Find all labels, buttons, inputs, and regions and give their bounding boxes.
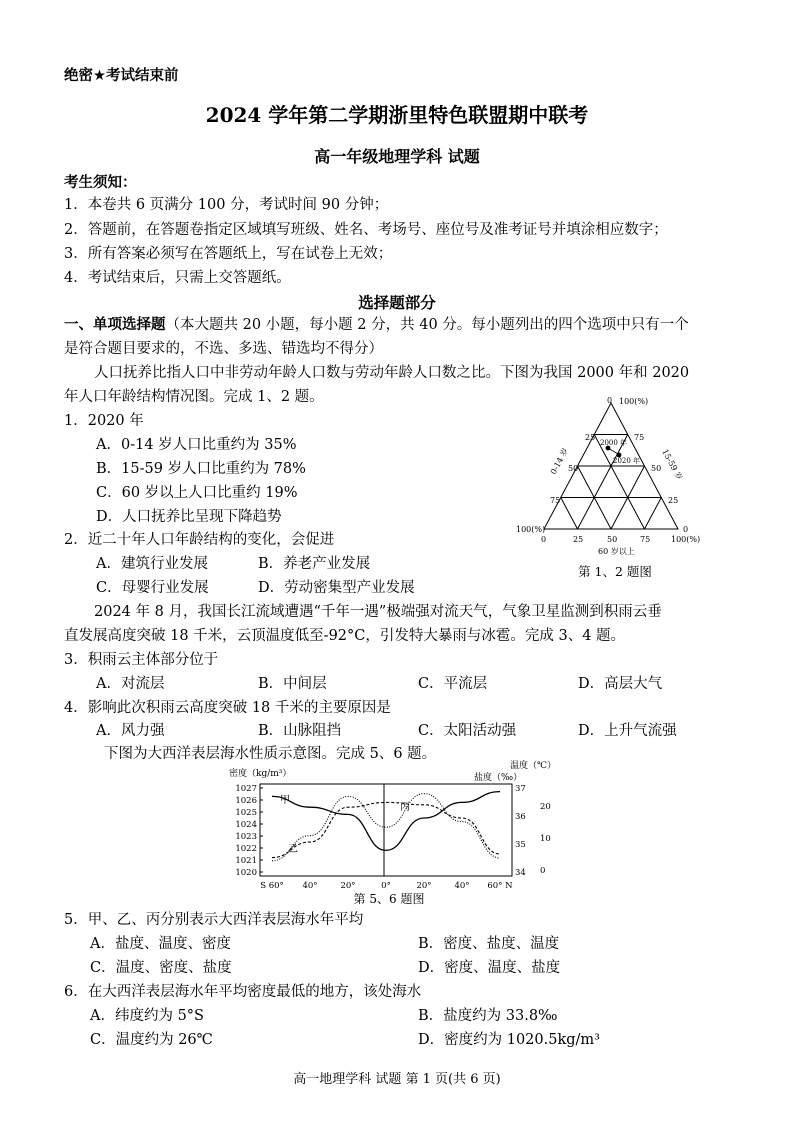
q6-option-d[interactable]: D．密度约为 1020.5kg/m³ bbox=[418, 1032, 600, 1048]
bottom-right-label: 100(%) bbox=[671, 535, 701, 544]
q1-option-b[interactable]: B．15-59 岁人口比重约为 78% bbox=[96, 461, 306, 477]
q5-stem: 5．甲、乙、丙分别表示大西洋表层海水年平均 bbox=[64, 912, 364, 928]
right-tick-50: 50 bbox=[651, 464, 662, 473]
ocean-chart-caption: 第 5、6 题图 bbox=[353, 892, 425, 906]
plot-frame bbox=[260, 784, 512, 876]
intro-56-line1: 下图为大西洋表层海水性质示意图。完成 5、6 题。 bbox=[104, 746, 437, 762]
bottom-tick-75: 75 bbox=[640, 535, 651, 544]
left-tick-50: 50 bbox=[568, 464, 579, 473]
q3-option-a[interactable]: A．对流层 bbox=[96, 676, 165, 692]
part-label: 一、单项选择题 bbox=[64, 317, 166, 333]
notice-heading: 考生须知： bbox=[64, 175, 137, 191]
q1-stem: 1．2020 年 bbox=[64, 413, 144, 429]
left-label: 100(%) bbox=[516, 525, 546, 534]
top-label: 100(%) bbox=[619, 397, 649, 406]
density-tick: 1022 bbox=[235, 844, 257, 854]
q4-option-a[interactable]: A．风力强 bbox=[96, 723, 165, 739]
bottom-tick-25: 25 bbox=[573, 535, 584, 544]
q4-option-c[interactable]: C．太阳活动强 bbox=[418, 723, 517, 739]
density-tick: 1027 bbox=[235, 784, 257, 794]
lat-tick: 40° bbox=[454, 881, 470, 891]
q2-option-d[interactable]: D．劳动密集型产业发展 bbox=[258, 580, 415, 596]
q5-option-c[interactable]: C．温度、密度、盐度 bbox=[90, 960, 232, 976]
part-desc: （本大题共 20 小题，每小题 2 分，共 40 分。每小题列出的四个选项中只有一个 bbox=[165, 317, 689, 333]
exam-title: 2024 学年第二学期浙里特色联盟期中联考 bbox=[205, 103, 589, 127]
series-line-乙 bbox=[272, 802, 500, 857]
bottom-tick-0: 0 bbox=[541, 535, 547, 544]
salinity-tick: 37 bbox=[515, 784, 526, 794]
intro-34-line2: 直发展高度突破 18 千米，云顶温度低至-92°C，引发特大暴雨与冰雹。完成 3、4 题。 bbox=[64, 628, 626, 644]
lat-tick: 20° bbox=[340, 881, 356, 891]
exam-subtitle: 高一年级地理学科 试题 bbox=[314, 147, 480, 166]
q6-stem: 6．在大西洋表层海水年平均密度最低的地方，该处海水 bbox=[64, 984, 422, 1000]
label-bing: 丙 bbox=[400, 802, 410, 813]
q4-option-b[interactable]: B．山脉阻挡 bbox=[258, 723, 342, 739]
axis-left-label: 0-14 岁 bbox=[548, 446, 571, 476]
trend-arrow bbox=[608, 448, 618, 454]
label-jia: 甲 bbox=[280, 795, 290, 806]
notice-item: 4．考试结束后，只需上交答题纸。 bbox=[64, 270, 291, 286]
secret-label: 绝密★考试结束前 bbox=[64, 68, 179, 84]
q5-option-b[interactable]: B．密度、盐度、温度 bbox=[418, 936, 560, 952]
q6-option-a[interactable]: A．纬度约为 5°S bbox=[90, 1008, 204, 1024]
q5-option-d[interactable]: D．密度、温度、盐度 bbox=[418, 960, 561, 976]
part-desc-line2: 是符合题目要求的，不选、多选、错选均不得分） bbox=[64, 341, 383, 357]
q5-option-a[interactable]: A．盐度、温度、密度 bbox=[90, 936, 231, 952]
q4-option-d[interactable]: D．上升气流强 bbox=[578, 723, 677, 739]
q2-option-c[interactable]: C．母婴行业发展 bbox=[96, 580, 209, 596]
salinity-axis-title: 盐度（‰） bbox=[474, 773, 523, 783]
q1-option-a[interactable]: A．0-14 岁人口比重约为 35% bbox=[96, 437, 297, 453]
q2-option-a[interactable]: A．建筑行业发展 bbox=[96, 556, 208, 572]
salinity-tick: 35 bbox=[515, 840, 526, 850]
q3-stem: 3．积雨云主体部分位于 bbox=[64, 652, 219, 668]
density-tick: 1025 bbox=[235, 808, 257, 818]
right-tick-0: 0 bbox=[683, 525, 689, 534]
q4-stem: 4．影响此次积雨云高度突破 18 千米的主要原因是 bbox=[64, 700, 391, 716]
ternary-diagram bbox=[510, 393, 720, 585]
axis-right-label: 15-59 岁 bbox=[660, 447, 684, 482]
temp-tick: 10 bbox=[540, 834, 551, 844]
label-2020: 2020 年 bbox=[613, 457, 641, 465]
intro-12-line1: 人口抚养比指人口中非劳动年龄人口数与劳动年龄人口数之比。下图为我国 2000 年和 2020 bbox=[94, 365, 690, 381]
density-tick: 1020 bbox=[235, 868, 257, 878]
bottom-tick-50: 50 bbox=[607, 535, 618, 544]
page-footer: 高一地理学科 试题 第 1 页(共 6 页) bbox=[293, 1072, 501, 1087]
density-tick: 1026 bbox=[235, 796, 257, 806]
temp-tick: 0 bbox=[540, 866, 546, 876]
ocean-chart bbox=[224, 758, 564, 908]
lat-tick: 60° N bbox=[487, 881, 513, 891]
ternary-caption: 第 1、2 题图 bbox=[578, 564, 652, 579]
lat-tick: S 60° bbox=[260, 881, 284, 891]
q3-option-b[interactable]: B．中间层 bbox=[258, 676, 327, 692]
q2-stem: 2．近二十年人口年龄结构的变化，会促进 bbox=[64, 532, 335, 548]
lat-tick: 20° bbox=[416, 881, 432, 891]
q6-option-b[interactable]: B．盐度约为 33.8‰ bbox=[418, 1008, 558, 1024]
temp-tick: 20 bbox=[540, 802, 551, 812]
lat-tick: 0° bbox=[381, 881, 391, 891]
label-2000: 2000 年 bbox=[600, 439, 628, 447]
salinity-tick: 34 bbox=[515, 868, 526, 878]
density-tick: 1024 bbox=[235, 820, 257, 830]
q3-option-c[interactable]: C．平流层 bbox=[418, 676, 488, 692]
part-heading bbox=[64, 315, 689, 335]
notice-item: 1．本卷共 6 页满分 100 分，考试时间 90 分钟； bbox=[64, 197, 389, 213]
salinity-tick: 36 bbox=[515, 812, 526, 822]
q1-option-c[interactable]: C．60 岁以上人口比重约 19% bbox=[96, 485, 298, 501]
right-tick-25: 25 bbox=[668, 496, 679, 505]
axis-bottom-label: 60 岁以上 bbox=[598, 547, 635, 556]
section-title: 选择题部分 bbox=[358, 293, 436, 312]
density-tick: 1023 bbox=[235, 832, 257, 842]
intro-12-line2: 年人口年龄结构情况图。完成 1、2 题。 bbox=[64, 389, 324, 405]
density-tick: 1021 bbox=[235, 856, 257, 866]
intro-34-line1: 2024 年 8 月，我国长江流域遭遇“千年一遇”极端强对流天气，气象卫星监测到积雨云垂 bbox=[94, 604, 662, 620]
top-tick-0: 0 bbox=[607, 396, 613, 405]
left-tick-75: 75 bbox=[550, 496, 561, 505]
notice-item: 3．所有答案必须写在答题纸上，写在试卷上无效； bbox=[64, 246, 393, 262]
right-tick-75: 75 bbox=[634, 433, 645, 442]
q3-option-d[interactable]: D．高层大气 bbox=[578, 676, 663, 692]
lat-tick: 40° bbox=[302, 881, 318, 891]
temp-axis-title: 温度（℃） bbox=[510, 761, 557, 771]
q6-option-c[interactable]: C．温度约为 26℃ bbox=[90, 1032, 213, 1048]
notice-item: 2．答题前，在答题卷指定区域填写班级、姓名、考场号、座位号及准考证号并填涂相应数字； bbox=[64, 222, 668, 238]
left-axis-title: 密度（kg/m³） bbox=[229, 769, 292, 779]
q2-option-b[interactable]: B．养老产业发展 bbox=[258, 556, 371, 572]
left-tick-25: 25 bbox=[585, 433, 596, 442]
label-yi: 乙 bbox=[288, 844, 298, 855]
q1-option-d[interactable]: D．人口抚养比呈现下降趋势 bbox=[96, 509, 282, 525]
series-line-甲 bbox=[272, 792, 500, 851]
